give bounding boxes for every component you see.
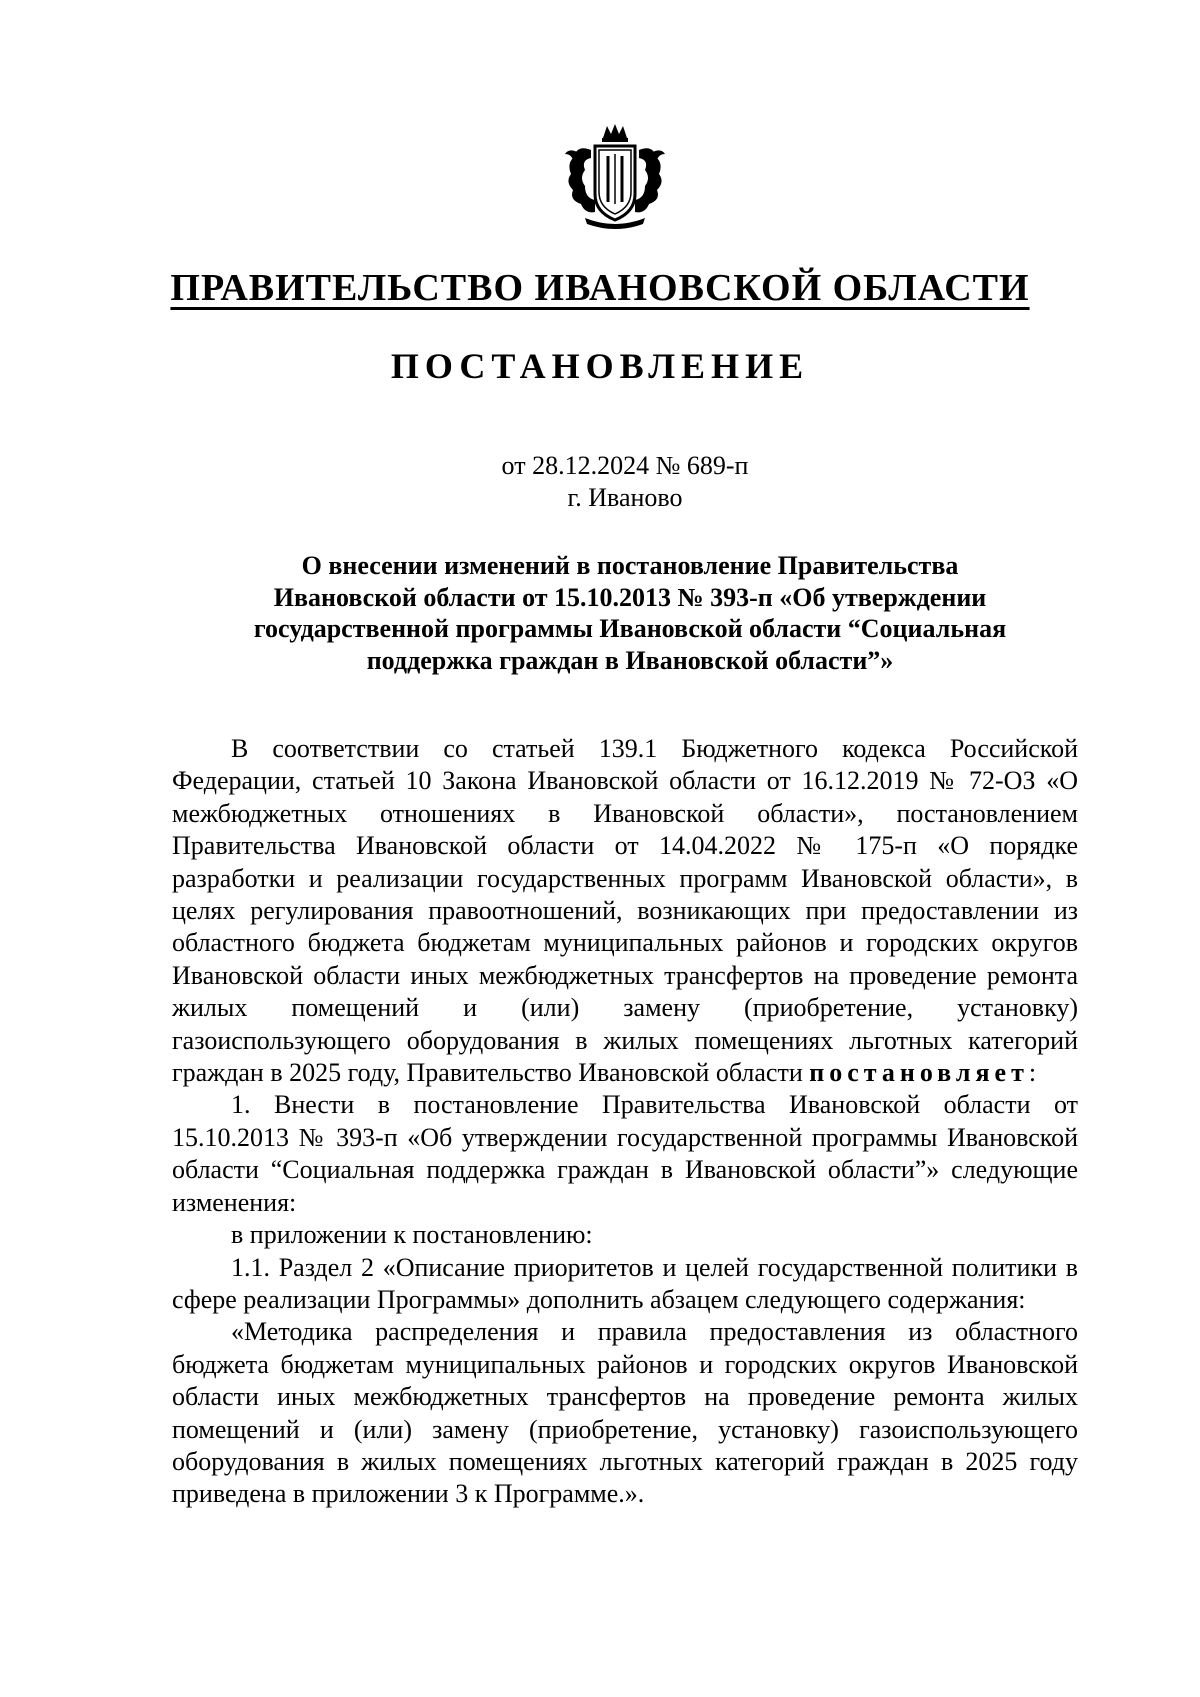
document-type-heading: ПОСТАНОВЛЕНИЕ: [390, 346, 810, 386]
coat-of-arms-icon: [555, 120, 675, 232]
item-1-1-paragraph: 1.1. Раздел 2 «Описание приоритетов и целей государственной политики в сфере реализации Программы» дополнить абзацем следующего содержания:: [172, 1252, 1078, 1314]
document-meta: [0, 450, 1200, 514]
document-subject: [180, 550, 1080, 676]
document-body: [172, 733, 1078, 1511]
decree-colon: :: [1028, 1058, 1037, 1088]
date-number-line: от 28.12.2024 № 689-п: [501, 451, 749, 480]
preamble-text: В соответствии со статьей 139.1 Бюджетного кодекса Российской Федерации, статьей 10 Закона Ивановской области от 16.12.2019 № 72-ОЗ «О межбюджетных отношениях в Ивановской области», постановлением Правительства Ивановской области от 14.04.2022 № 175-п «О порядке разработки и реализации государственных программ Ивановской области», в целях регулирования правоотношений, возникающих при предоставлении из областного бюджета бюджетам муниципальных районов и городских округов Ивановской области иных межбюджетных трансфертов на проведение ремонта жилых помещений и (или) замену (приобретение, установку) газоиспользующего оборудования в жилых помещениях льготных категорий граждан в 2025 году, Правительство Ивановской области: [172, 734, 1078, 1088]
subject-line-2: Ивановской области от 15.10.2013 № 393-п «Об утверждении: [273, 582, 987, 612]
preamble-paragraph: [172, 733, 1078, 1089]
subject-line-1: О внесении изменений в постановление Правительства: [301, 551, 959, 580]
city-line: г. Иваново: [567, 483, 683, 512]
decree-word: постановляет: [809, 1058, 1029, 1088]
appendix-paragraph: в приложении к постановлению:: [231, 1220, 593, 1250]
quoted-paragraph: «Методика распределения и правила предоставления из областного бюджета бюджетам муниципальных районов и городских округов Ивановской области иных межбюджетных трансфертов на проведение ремонта жилых помещений и (или) замену (приобретение, установку) газоиспользующего оборудования в жилых помещениях льготных категорий граждан в 2025 году приведена в приложении 3 к Программе.».: [172, 1317, 1078, 1509]
item-1-paragraph: 1. Внести в постановление Правительства Ивановской области от 15.10.2013 № 393-п «Об утверждении государственной программы Ивановской области “Социальная поддержка граждан в Ивановской области”» следующие изменения:: [172, 1090, 1078, 1217]
organization-title: [0, 266, 1200, 310]
organization-name: ПРАВИТЕЛЬСТВО ИВАНОВСКОЙ ОБЛАСТИ: [170, 267, 1030, 309]
subject-line-4: поддержка граждан в Ивановской области”»: [366, 645, 894, 675]
subject-line-3: государственной программы Ивановской области “Социальная: [253, 614, 1007, 643]
